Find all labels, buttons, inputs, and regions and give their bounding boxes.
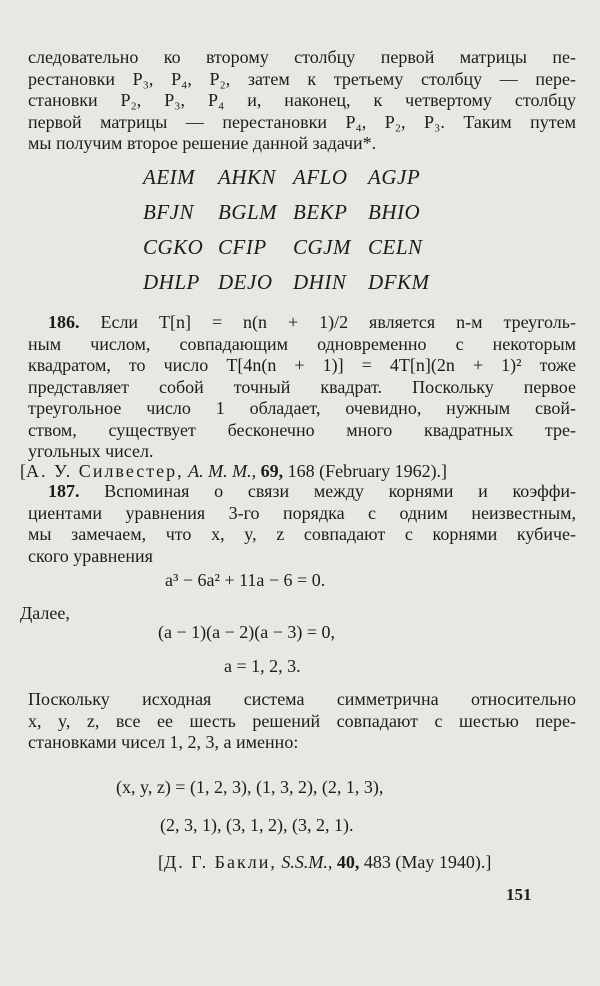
text-line: циентами уравнения 3-го порядка с одним неизвестным,: [28, 502, 576, 523]
matrix-cell: BGLM: [218, 200, 278, 224]
citation-rest: 168 (February 1962).]: [287, 461, 448, 481]
citation-author: А. У. Силвестер,: [26, 461, 184, 481]
matrix-cell: DHLP: [143, 270, 200, 294]
intro-paragraph: [28, 47, 576, 155]
matrix-cell: BFJN: [143, 200, 194, 224]
matrix-row: [143, 265, 443, 300]
letter-matrix: [143, 160, 443, 300]
text-line: мы замечаем, что x, y, z совпадают с корнями кубиче-: [28, 524, 576, 544]
matrix-cell: CELN: [368, 235, 423, 259]
equation-roots: a = 1, 2, 3.: [224, 656, 301, 676]
matrix-cell: CFIP: [218, 235, 267, 259]
text-line: мы получим второе решение данной задачи*.: [28, 133, 377, 153]
bracket: [: [20, 461, 26, 481]
bracket: [: [158, 852, 164, 872]
text-line: следовательно ко второму столбцу первой матрицы пе-: [28, 47, 576, 67]
matrix-row: [143, 160, 443, 195]
citation-187: [158, 852, 491, 873]
matrix-cell: BEKP: [293, 200, 348, 224]
equation-cubic: a³ − 6a² + 11a − 6 = 0.: [165, 570, 326, 590]
matrix-row: [143, 195, 443, 230]
citation-rest: 483 (May 1940).]: [363, 852, 492, 872]
matrix-cell: DEJO: [218, 270, 273, 294]
text-line: первой матрицы — перестановки P₄, P₂, P₃. Таким путем: [28, 111, 576, 132]
matrix-cell: DFKM: [368, 270, 430, 294]
problem-187-conclusion: [28, 689, 576, 754]
page-number: 151: [506, 885, 532, 904]
matrix-cell: AGJP: [368, 165, 421, 189]
citation-volume: 69,: [260, 461, 284, 481]
text-line: треугольное число 1 обладает, очевидно, нужным свой-: [28, 398, 576, 418]
problem-186-paragraph: [28, 312, 576, 463]
matrix-cell: AFLO: [293, 165, 348, 189]
citation-journal: A. M. M.,: [188, 461, 257, 481]
text-further: Далее,: [20, 603, 70, 623]
text-line: x, y, z, все ее шесть решений совпадают с шестью пере-: [28, 710, 576, 731]
text-line: представляет собой точный квадрат. Поскольку первое: [28, 376, 576, 397]
citation-journal: S.S.M.,: [281, 852, 333, 872]
text-line: ского уравнения: [28, 545, 153, 566]
matrix-cell: CGKO: [143, 235, 204, 259]
text-line: становки P₂, P₃, P₄ и, наконец, к четвертому столбцу: [28, 90, 576, 110]
matrix-cell: AEIM: [143, 165, 196, 189]
text-fragment: Если T[n] = n(n + 1)/2 является n-м треуголь-: [100, 312, 576, 332]
problem-number: 186.: [48, 312, 80, 332]
text-line: Поскольку исходная система симметрична относительно: [28, 689, 576, 709]
equation-permutations-2: (2, 3, 1), (3, 1, 2), (3, 2, 1).: [160, 815, 354, 835]
text-line: квадратом, то число T[4n(n + 1)] = 4T[n](2n + 1)² тоже: [28, 355, 576, 375]
text-line: рестановки P₃, P₄, P₂, затем к третьему столбцу — пере-: [28, 68, 576, 89]
text-line: становками чисел 1, 2, 3, а именно:: [28, 732, 299, 752]
citation-186: [20, 461, 447, 482]
text-line: ством, существует бесконечно много квадратных тре-: [28, 419, 576, 440]
matrix-row: [143, 230, 443, 265]
matrix-cell: AHKN: [218, 165, 277, 189]
matrix-cell: CGJM: [293, 235, 351, 259]
citation-volume: 40,: [336, 852, 360, 872]
matrix-cell: BHIO: [368, 200, 421, 224]
equation-factored: (a − 1)(a − 2)(a − 3) = 0,: [158, 622, 336, 642]
text-line: [28, 312, 576, 334]
text-line: [28, 481, 576, 503]
text-fragment: Вспоминая о связи между корнями и коэффи-: [104, 481, 576, 501]
equation-permutations-1: (x, y, z) = (1, 2, 3), (1, 3, 2), (2, 1, 3),: [116, 777, 384, 797]
text-line: угольных чисел.: [28, 441, 154, 461]
matrix-cell: DHIN: [293, 270, 347, 294]
problem-number: 187.: [48, 481, 80, 501]
text-line: ным числом, совпадающим одновременно с некоторым: [28, 333, 576, 354]
citation-author: Д. Г. Бакли,: [164, 852, 277, 872]
problem-187-paragraph: [28, 481, 576, 567]
